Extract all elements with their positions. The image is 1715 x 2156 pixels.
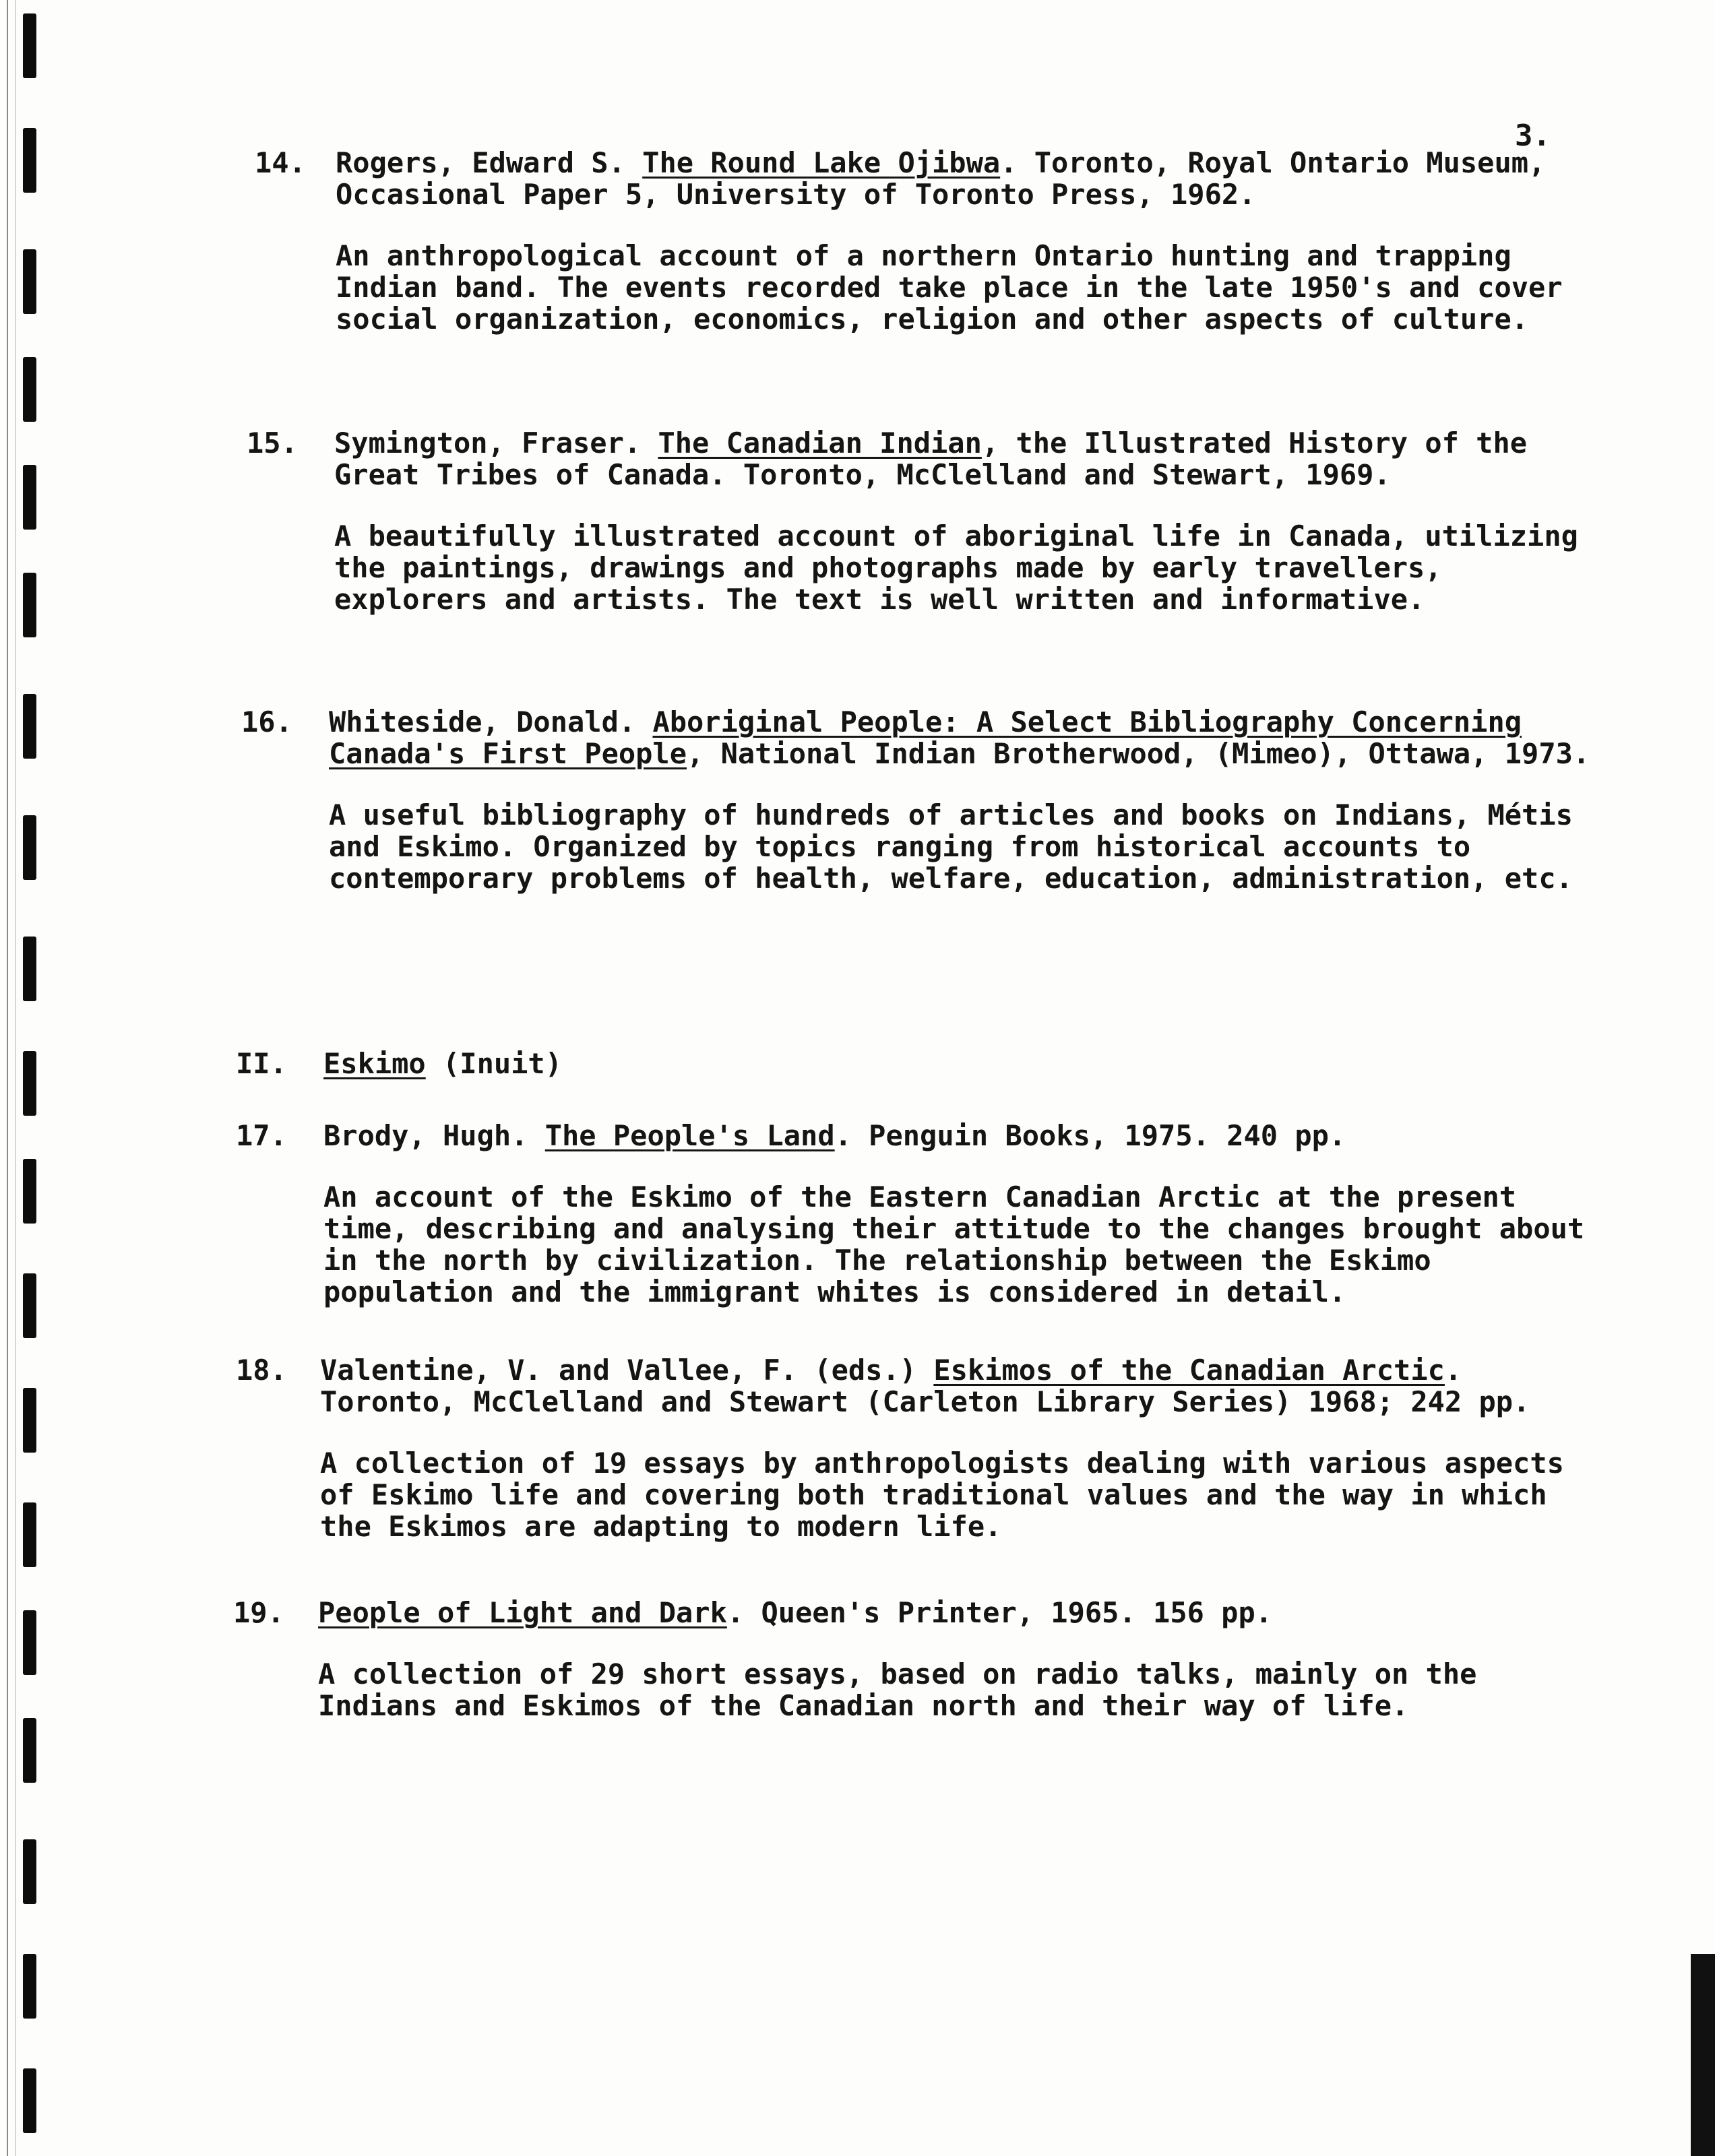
citation-title: The Canadian Indian bbox=[658, 426, 982, 459]
entry-number: 19. bbox=[233, 1596, 284, 1629]
citation-title: Aboriginal People: A Select Bibliography Concerning Canada's First People bbox=[329, 705, 1522, 770]
entry-citation bbox=[236, 1354, 1604, 1418]
citation-publisher: . Toronto, Royal Ontario Museum, Occasional Paper 5, University of Toronto Press, 1962. bbox=[336, 146, 1546, 211]
binding-hole bbox=[23, 2068, 36, 2133]
binding-hole bbox=[23, 573, 36, 637]
bibliography-entry bbox=[255, 147, 1576, 335]
entry-citation bbox=[236, 1120, 1597, 1151]
citation-author: Valentine, V. and Vallee, F. (eds.) bbox=[320, 1354, 934, 1387]
citation-title: Eskimos of the Canadian Arctic bbox=[933, 1354, 1445, 1387]
entry-description: A collection of 19 essays by anthropologists dealing with various aspects of Eskimo life and covering both traditional values and the way in which the Eskimos are adapting to modern life. bbox=[320, 1447, 1564, 1543]
binding-hole bbox=[23, 357, 36, 422]
entry-citation bbox=[247, 427, 1588, 490]
entry-number: 18. bbox=[236, 1354, 287, 1387]
bibliography-entry bbox=[236, 1120, 1597, 1308]
entry-number: 17. bbox=[236, 1119, 287, 1152]
binding-hole bbox=[23, 1954, 36, 2019]
citation-publisher: , the Illustrated History of the Great Tribes of Canada. Toronto, McClelland and Stewart, 1969. bbox=[334, 426, 1528, 491]
bibliography-entry bbox=[233, 1597, 1601, 1721]
entry-citation bbox=[233, 1597, 1601, 1628]
scan-edge-shadow bbox=[1691, 1954, 1715, 2156]
citation-publisher: , National Indian Brotherwood, (Mimeo), Ottawa, 1973. bbox=[687, 737, 1590, 770]
section-numeral: II. bbox=[236, 1047, 287, 1080]
binding-hole bbox=[23, 465, 36, 530]
citation-author: Rogers, Edward S. bbox=[336, 146, 643, 179]
section-title: Eskimo bbox=[323, 1047, 426, 1080]
section-heading bbox=[236, 1048, 562, 1079]
binding-hole bbox=[23, 694, 36, 759]
binding-hole bbox=[23, 1388, 36, 1453]
citation-publisher: . Toronto, McClelland and Stewart (Carleton Library Series) 1968; 242 pp. bbox=[320, 1354, 1530, 1418]
entry-description: An anthropological account of a northern Ontario hunting and trapping Indian band. The events recorded take place in the late 1950's and cover social organization, economics, religion and other aspects of culture. bbox=[336, 239, 1563, 336]
binding-hole bbox=[23, 13, 36, 78]
entry-citation bbox=[241, 706, 1596, 769]
bibliography-entry bbox=[241, 706, 1596, 894]
bibliography-entry bbox=[247, 427, 1588, 615]
binding-hole bbox=[23, 128, 36, 193]
page-edge-line bbox=[7, 0, 8, 2156]
entry-description: An account of the Eskimo of the Eastern Canadian Arctic at the present time, describing and analysing their attitude to the changes brought about in the north by civilization. The relationship between the Eskimo population and the immigrant whites is considered in detail. bbox=[323, 1180, 1585, 1308]
citation-author: Brody, Hugh. bbox=[323, 1119, 545, 1152]
citation-author: Whiteside, Donald. bbox=[329, 705, 653, 738]
section-subtitle: (Inuit) bbox=[425, 1047, 563, 1080]
citation-publisher: . Penguin Books, 1975. 240 pp. bbox=[834, 1119, 1346, 1152]
binding-hole bbox=[23, 1610, 36, 1675]
citation-author: Symington, Fraser. bbox=[334, 426, 658, 459]
page-number: 3. bbox=[1515, 119, 1551, 153]
binding-hole bbox=[23, 1839, 36, 1904]
citation-title: The People's Land bbox=[544, 1119, 835, 1152]
binding-hole bbox=[23, 1718, 36, 1783]
citation-title: The Round Lake Ojibwa bbox=[642, 146, 1001, 179]
citation-title: People of Light and Dark bbox=[318, 1596, 727, 1629]
entry-number: 14. bbox=[255, 146, 306, 179]
binding-hole bbox=[23, 937, 36, 1001]
bibliography-entry bbox=[236, 1354, 1604, 1542]
entry-description: A beautifully illustrated account of aboriginal life in Canada, utilizing the paintings, drawings and photographs made by early travellers, explorers and artists. The text is well written and informative. bbox=[334, 519, 1578, 616]
entry-description: A collection of 29 short essays, based on radio talks, mainly on the Indians and Eskimos of the Canadian north and their way of life. bbox=[318, 1657, 1477, 1722]
binding-margin bbox=[0, 0, 61, 2156]
binding-hole bbox=[23, 1159, 36, 1224]
binding-hole bbox=[23, 1051, 36, 1116]
binding-hole bbox=[23, 249, 36, 314]
binding-hole bbox=[23, 815, 36, 880]
entry-number: 15. bbox=[247, 426, 298, 459]
entry-number: 16. bbox=[241, 705, 292, 738]
entry-citation bbox=[255, 147, 1576, 210]
citation-publisher: . Queen's Printer, 1965. 156 pp. bbox=[726, 1596, 1273, 1629]
binding-hole bbox=[23, 1273, 36, 1338]
entry-description: A useful bibliography of hundreds of articles and books on Indians, Métis and Eskimo. Organized by topics ranging from historical accounts to contemporary problems of health, welfare, education, administration, etc. bbox=[329, 798, 1573, 895]
binding-hole bbox=[23, 1502, 36, 1567]
